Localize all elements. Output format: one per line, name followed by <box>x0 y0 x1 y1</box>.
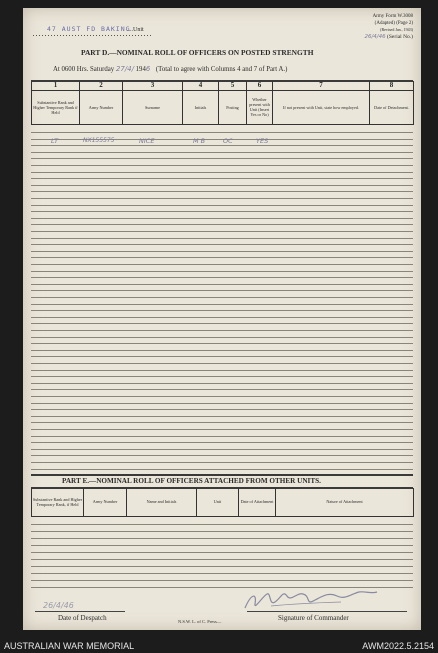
e-header-rank: Substantive Rank and Higher Temporary Rank, if Held <box>32 488 84 516</box>
printer-note: N.S.W. L. of C. Press— <box>178 619 222 624</box>
despatch-date-handwritten: 26/4/46 <box>43 601 74 610</box>
entry-surname: NICE <box>139 137 155 145</box>
header-present: Whether present with Unit (Insert Yes or No) <box>247 90 273 124</box>
ruled-line <box>31 455 413 456</box>
header-detachment-date: Date of Detachment. <box>370 90 414 124</box>
ruled-line <box>31 363 413 364</box>
ruled-line <box>31 238 413 239</box>
ruled-line <box>31 211 413 212</box>
commander-signature <box>241 586 381 614</box>
unit-name: 47 AUST FD BAKING <box>47 25 131 33</box>
entry-initials: M B <box>193 137 206 145</box>
ruled-line <box>31 178 413 179</box>
ruled-line <box>31 297 413 298</box>
archive-footer-bar <box>0 638 438 653</box>
unit-label: ....Unit <box>127 27 144 33</box>
ruled-line <box>31 158 413 159</box>
colnum-8: 8 <box>370 81 414 90</box>
entry-rank: LT <box>51 137 59 145</box>
ruled-line <box>31 566 413 567</box>
entry-army-number: NX155575 <box>83 137 115 144</box>
ruled-line <box>31 376 413 377</box>
archive-name: AUSTRALIAN WAR MEMORIAL <box>4 641 135 651</box>
signature-label: Signature of Commander <box>278 614 349 622</box>
archive-reference: AWM2022.5.2154 <box>362 641 434 651</box>
part-e-ruled-body <box>32 516 414 593</box>
ruled-line <box>31 191 413 192</box>
year-handwritten: 6 <box>145 65 151 73</box>
ruled-line <box>31 538 413 539</box>
ruled-line <box>31 403 413 404</box>
ruled-line <box>31 462 413 463</box>
date-handwritten: 27/4/ <box>115 65 134 73</box>
ruled-line <box>31 409 413 410</box>
ruled-line <box>31 277 413 278</box>
year-prefix: 194 <box>135 66 146 73</box>
e-header-nature: Nature of Attachment <box>276 488 414 516</box>
ruled-line <box>31 205 413 206</box>
ruled-line <box>31 580 413 581</box>
colnum-7: 7 <box>273 81 370 90</box>
part-e-header-row <box>32 488 414 516</box>
ruled-line <box>31 317 413 318</box>
part-d-at-line <box>53 66 287 74</box>
ruled-line <box>31 284 413 285</box>
header-row <box>32 90 414 124</box>
colnum-6: 6 <box>247 81 273 90</box>
ruled-line <box>31 185 413 186</box>
ruled-line <box>31 337 413 338</box>
ruled-line <box>31 524 413 525</box>
ruled-line <box>31 573 413 574</box>
ruled-line <box>31 172 413 173</box>
ruled-line <box>31 224 413 225</box>
header-surname: Surname <box>123 90 183 124</box>
ruled-line <box>31 383 413 384</box>
ruled-line <box>31 389 413 390</box>
column-number-row <box>32 81 414 90</box>
header-rank: Substantive Rank and Higher Temporary Rank if Held <box>32 90 80 124</box>
ruled-line <box>31 257 413 258</box>
part-e-table <box>31 488 414 593</box>
entry-present: YES <box>256 137 269 145</box>
ruled-line <box>31 449 413 450</box>
ruled-line <box>31 290 413 291</box>
serial-number <box>364 34 413 41</box>
ruled-line <box>31 396 413 397</box>
ruled-line <box>31 436 413 437</box>
colnum-4: 4 <box>183 81 219 90</box>
part-e-title: PART E.—NOMINAL ROLL OF OFFICERS ATTACHED FROM OTHER UNITS. <box>62 477 321 485</box>
colnum-5: 5 <box>219 81 247 90</box>
signature-line <box>247 611 407 612</box>
ruled-line <box>31 559 413 560</box>
revised-note: (Revised Jan., 1943) <box>380 27 413 32</box>
colnum-2: 2 <box>80 81 123 90</box>
ruled-line <box>31 469 413 470</box>
ruled-line <box>31 323 413 324</box>
e-header-name: Name and Initials <box>127 488 197 516</box>
army-form-number: Army Form W.3008 <box>372 14 413 19</box>
ruled-line <box>31 165 413 166</box>
e-header-unit: Unit <box>197 488 239 516</box>
ruled-line <box>31 304 413 305</box>
ruled-line <box>31 218 413 219</box>
ruled-line <box>31 310 413 311</box>
ruled-line <box>31 231 413 232</box>
header-initials: Initials <box>183 90 219 124</box>
ruled-line <box>31 145 413 146</box>
header-army-number: Army Number <box>80 90 123 124</box>
ruled-line <box>31 370 413 371</box>
colnum-1: 1 <box>32 81 80 90</box>
ruled-line <box>31 271 413 272</box>
entry-posting: OC <box>223 137 233 145</box>
ruled-line <box>31 330 413 331</box>
ruled-line <box>31 152 413 153</box>
header-posting: Posting <box>219 90 247 124</box>
ruled-line <box>31 442 413 443</box>
ruled-line <box>31 545 413 546</box>
ruled-line <box>31 356 413 357</box>
e-header-attachment-date: Date of Attachment <box>239 488 276 516</box>
ruled-line <box>31 416 413 417</box>
header-employment: If not present with Unit, state how employed. <box>273 90 370 124</box>
ruled-line <box>31 552 413 553</box>
ruled-line <box>31 198 413 199</box>
colnum-3: 3 <box>123 81 183 90</box>
ruled-line <box>31 251 413 252</box>
e-header-army-number: Army Number <box>84 488 127 516</box>
form-meta <box>364 14 413 40</box>
form-page <box>23 8 421 630</box>
at-line-start: At 0600 Hrs. Saturday <box>53 66 115 73</box>
despatch-label: Date of Despatch <box>58 614 107 622</box>
serial-handwritten: 26/4/46 <box>364 33 386 40</box>
adapted-note: (Adapted) (Page 2) <box>374 20 413 26</box>
ruled-line <box>31 350 413 351</box>
despatch-line <box>35 611 125 612</box>
ruled-line <box>31 264 413 265</box>
ruled-line <box>31 429 413 430</box>
unit-dotted-line <box>33 35 153 36</box>
part-e-top-rule <box>31 474 413 476</box>
ruled-line <box>31 343 413 344</box>
ruled-line <box>31 132 413 133</box>
ruled-line <box>31 531 413 532</box>
serial-label: (Serial No.) <box>387 33 413 40</box>
ruled-line <box>31 244 413 245</box>
ruled-line <box>31 422 413 423</box>
at-line-end: (Total to agree with Columns 4 and 7 of Part A.) <box>155 66 288 73</box>
part-d-title: PART D.—NOMINAL ROLL OF OFFICERS ON POSTED STRENGTH <box>81 48 314 57</box>
